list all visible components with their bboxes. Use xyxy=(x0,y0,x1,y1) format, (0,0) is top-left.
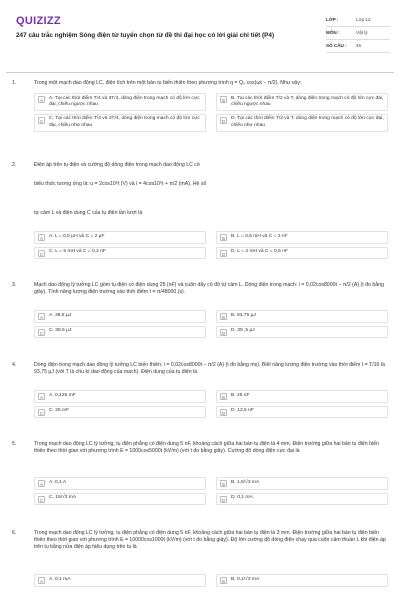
options-grid xyxy=(34,310,388,338)
option-text: A. L = 0,5 μH và C = 2 μF xyxy=(49,233,105,239)
option-letter: D xyxy=(221,330,226,336)
option-text: B. 0,1/√3 mA xyxy=(231,576,260,582)
info-label: MÔN : xyxy=(326,30,340,36)
worksheet-title: 247 câu trắc nghiệm Sóng điện từ tuyển chọn từ đề thi đại học có lời giải chi tiết (P4) xyxy=(16,32,275,39)
option-c[interactable] xyxy=(34,326,206,339)
option-letter: A xyxy=(38,96,45,103)
options-grid xyxy=(34,231,388,259)
question-number: 1. xyxy=(12,80,17,86)
worksheet-header xyxy=(6,10,394,62)
option-a[interactable] xyxy=(34,93,206,111)
option-text: A. Tại các thời điểm T/4 và 3T/4, dòng điện trong mạch có độ lớn cực đại, chiều ngược nhau xyxy=(49,95,200,107)
question-text: Dòng điện trong mạch dao động lý tưởng LC biến thiên: i = 0,02cos8000t − π/2 (A) (t đo bằng ms). Biết năng lượng điện trường vào thời điểm t = T/16 là 93,75 μJ (với T là chu kì dao động của mạch). Điện dung của tụ điện là xyxy=(34,362,385,375)
option-b[interactable] xyxy=(216,477,388,490)
option-a[interactable] xyxy=(34,310,206,323)
options-grid xyxy=(34,477,388,505)
info-value: Vật lý xyxy=(356,30,368,36)
option-text: C. L = 5 mH và C = 0,2 nF xyxy=(49,249,106,254)
option-text: A. 0,125 mF xyxy=(49,392,76,398)
option-b[interactable] xyxy=(216,310,388,323)
options-grid xyxy=(34,574,388,587)
option-letter: A xyxy=(38,577,45,584)
option-letter: C xyxy=(39,251,44,257)
option-letter: B xyxy=(220,577,227,584)
option-text: D. 0,1 mA xyxy=(231,495,253,500)
info-value: 45 xyxy=(356,43,362,49)
option-d[interactable] xyxy=(216,493,388,506)
option-letter: C xyxy=(39,410,44,416)
option-text: B. 25 nF xyxy=(231,392,250,398)
header-divider xyxy=(6,72,394,73)
option-a[interactable] xyxy=(34,390,206,403)
option-d[interactable] xyxy=(216,247,388,260)
info-row-count xyxy=(326,40,390,53)
option-text: C. Tại các thời điểm T/4 và 3T/4, dòng điện trong mạch có độ lớn cực đại, chiều như nhau xyxy=(49,116,200,128)
question-number: 6. xyxy=(12,530,17,536)
option-c[interactable] xyxy=(34,247,206,260)
option-b[interactable] xyxy=(216,574,388,587)
option-text: C. 15/√3 mA xyxy=(49,495,77,500)
option-a[interactable] xyxy=(34,477,206,490)
option-letter: D xyxy=(221,497,226,503)
option-text: A. 0,1 mA xyxy=(49,576,71,582)
question-number: 4. xyxy=(12,362,17,368)
quizizz-logo: QUIZIZZ xyxy=(16,15,61,27)
question-text: Trong mạch dao động LC lý tưởng, tụ điện phẳng có điện dung 5 nF, khoảng cách giữa hai bản tụ điện là 4 mm. Điện trường giữa hai bản tụ điện biến thiên theo thời gian với phương trình E = 1000cos5000t (kV/m) (với t đo bằng giây). Cường độ dòng điện cực đại là xyxy=(34,441,379,454)
option-text: D. Tại các thời điểm T/2 và T, dòng điện trong mạch có độ lớn cực đại, chiều như nhau xyxy=(231,116,384,128)
option-c[interactable] xyxy=(34,493,206,506)
question-text: Điện áp trên tụ điện và cường độ dòng điện trong mạch dao động LC có xyxy=(34,162,200,168)
options-grid xyxy=(34,93,388,132)
option-letter: D xyxy=(221,410,226,416)
option-letter: B xyxy=(220,313,227,320)
info-label: SỐ CÂU : xyxy=(326,43,347,49)
option-b[interactable] xyxy=(216,231,388,244)
option-text: D. L = 2 mH và C = 0,5 nF xyxy=(231,249,288,254)
question-number: 3. xyxy=(12,282,17,288)
option-text: B. 93,75 μJ xyxy=(231,312,256,318)
option-text: D. 12,5 nF xyxy=(231,408,254,413)
question-text-line-2: biểu thức tương ứng là: u = 2cos10⁶t (V) và i = 4cos10⁶t + π/2 (mA). Hệ số xyxy=(34,181,207,187)
question-text: Trong mạch dao động LC lý tưởng, tụ điện phẳng có điện dung 5 nF, khoảng cách giữa hai bản tụ điện là 3 mm. Điện trường giữa hai bản tụ điện biến thiên theo thời gian với phương trình E = 10000cos1000t (kV/m) (với t đo bằng giây). Độ lớn cường độ dòng điện chạy qua cuộn cảm thuần L khi điện áp trên tụ bằng nửa điện áp hiệu dụng trên tụ là xyxy=(34,530,386,550)
option-b[interactable] xyxy=(216,390,388,403)
option-letter: D xyxy=(221,251,226,257)
option-letter: C xyxy=(39,330,44,336)
option-letter: A xyxy=(38,393,45,400)
option-text: B. 1,5/√3 mA xyxy=(231,479,260,485)
info-panel xyxy=(326,14,390,53)
options-grid xyxy=(34,390,388,418)
option-a[interactable] xyxy=(34,231,206,244)
option-text: D. 39 ,5 μJ xyxy=(231,328,255,333)
option-text: C. 25 mF xyxy=(49,408,70,413)
option-text: A. 0,1 A xyxy=(49,479,67,485)
option-d[interactable] xyxy=(216,114,388,132)
option-letter: B xyxy=(220,234,227,241)
info-value: Lớp 12 xyxy=(356,17,371,23)
option-letter: D xyxy=(221,118,226,124)
option-letter: C xyxy=(39,497,44,503)
option-letter: B xyxy=(220,393,227,400)
option-c[interactable] xyxy=(34,114,206,132)
option-text: C. 38,5 μJ xyxy=(49,328,72,333)
option-letter: C xyxy=(39,118,44,124)
option-letter: A xyxy=(38,234,45,241)
question-number: 5. xyxy=(12,441,17,447)
option-text: B. L = 0,5 mH và C = 2 nF xyxy=(231,233,288,239)
option-letter: A xyxy=(38,480,45,487)
option-b[interactable] xyxy=(216,93,388,111)
option-letter: B xyxy=(220,480,227,487)
question-number: 2. xyxy=(12,162,17,168)
question-text-line-3: tự cảm L và điện dung C của tụ điện lần lượt là xyxy=(34,210,143,216)
question-text: Trong một mạch dao động LC, điện tích trên một bản tụ biến thiên theo phương trình q = Q₀ cos(ωt − π/2). Như vậy: xyxy=(34,80,302,86)
option-letter: A xyxy=(38,313,45,320)
info-row-class xyxy=(326,14,390,27)
info-row-subject xyxy=(326,27,390,40)
option-a[interactable] xyxy=(34,574,206,587)
option-d[interactable] xyxy=(216,326,388,339)
option-text: B. Tại các thời điểm T/2 và T, dòng điện trong mạch có độ lớn cực đại, chiều ngược nhau xyxy=(231,95,384,107)
option-d[interactable] xyxy=(216,406,388,419)
option-c[interactable] xyxy=(34,406,206,419)
question-text: Mạch dao động lý tưởng LC gồm tụ điện có điện dung 25 (nF) và cuộn dây có độ tự cảm L. Dòng điện trong mạch: i = 0,02cos8000t − π/2 (A) (t đo bằng giây). Tính năng lượng điện trường vào thời điểm t = π/48000 (s). xyxy=(34,282,384,295)
option-text: A. 38,5 μJ xyxy=(49,312,72,318)
info-label: LỚP : xyxy=(326,17,339,23)
option-letter: B xyxy=(220,96,227,103)
